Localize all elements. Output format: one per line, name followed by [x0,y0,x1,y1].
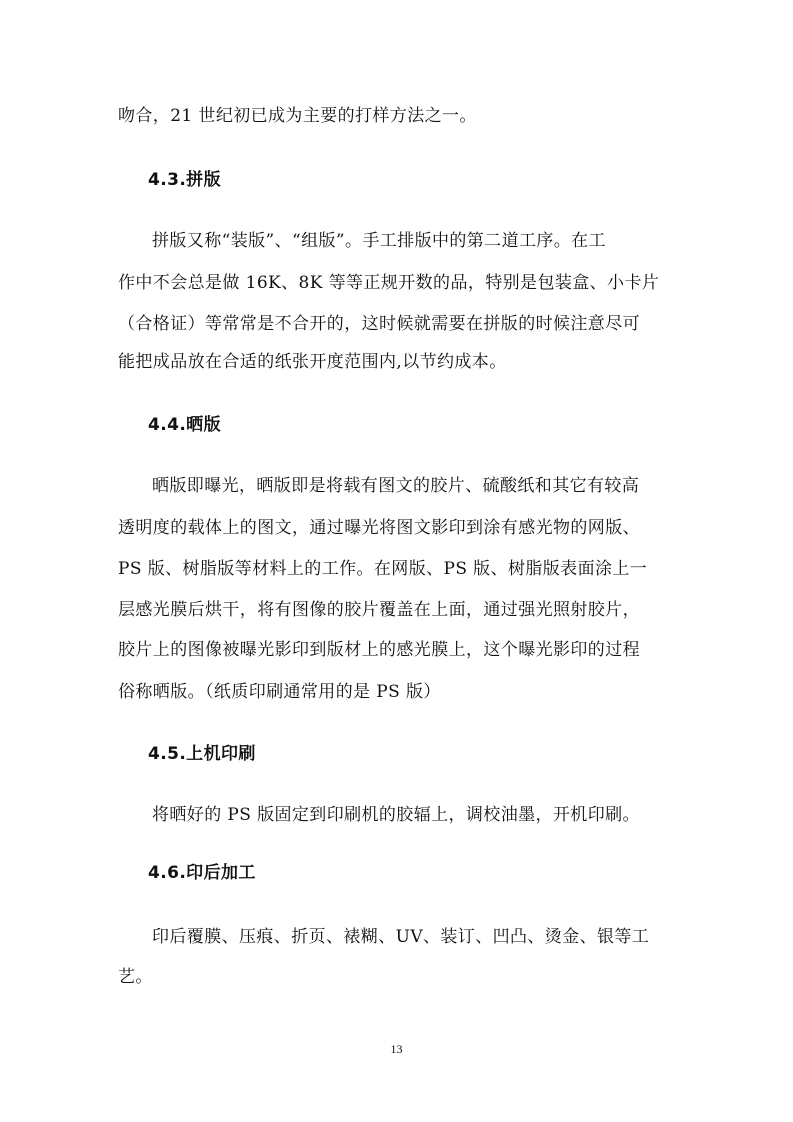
section-heading-4-6: 4.6.印后加工 [148,863,256,883]
paragraph-line: 晒版即曝光，晒版即是将载有图文的胶片、硫酸纸和其它有较高 [152,476,640,496]
paragraph-line: 艺。 [118,967,153,987]
paragraph-line: （合格证）等常常是不合开的，这时候就需要在拼版的时候注意尽可 [118,314,640,334]
paragraph-line: 拼版又称“装版”、“组版”。手工排版中的第二道工序。在工 [152,231,606,251]
section-heading-4-3: 4.3.拼版 [148,170,221,190]
paragraph-line: 透明度的载体上的图文，通过曝光将图文影印到涂有感光物的网版、 [118,518,640,538]
page-number: 13 [390,1042,403,1056]
paragraph-line: 将晒好的 PS 版固定到印刷机的胶辐上，调校油墨，开机印刷。 [152,805,640,825]
paragraph-line: 胶片上的图像被曝光影印到版材上的感光膜上，这个曝光影印的过程 [118,640,640,660]
paragraph-line: 层感光膜后烘干，将有图像的胶片覆盖在上面，通过强光照射胶片， [118,600,640,620]
section-heading-4-5: 4.5.上机印刷 [148,744,256,764]
paragraph-line: 能把成品放在合适的纸张开度范围内,以节约成本。 [118,352,507,372]
paragraph-line: 俗称晒版。（纸质印刷通常用的是 PS 版） [118,682,441,702]
paragraph-line: 印后覆膜、压痕、折页、裱糊、UV、装订、凹凸、烫金、银等工 [152,927,650,947]
paragraph-line: 作中不会总是做 16K、8K 等等正规开数的品，特别是包装盒、小卡片 [118,273,660,293]
paragraph-line: 吻合，21 世纪初已成为主要的打样方法之一。 [118,106,477,126]
paragraph-line: PS 版、树脂版等材料上的工作。在网版、PS 版、树脂版表面涂上一 [118,559,648,579]
section-heading-4-4: 4.4.晒版 [148,415,221,435]
